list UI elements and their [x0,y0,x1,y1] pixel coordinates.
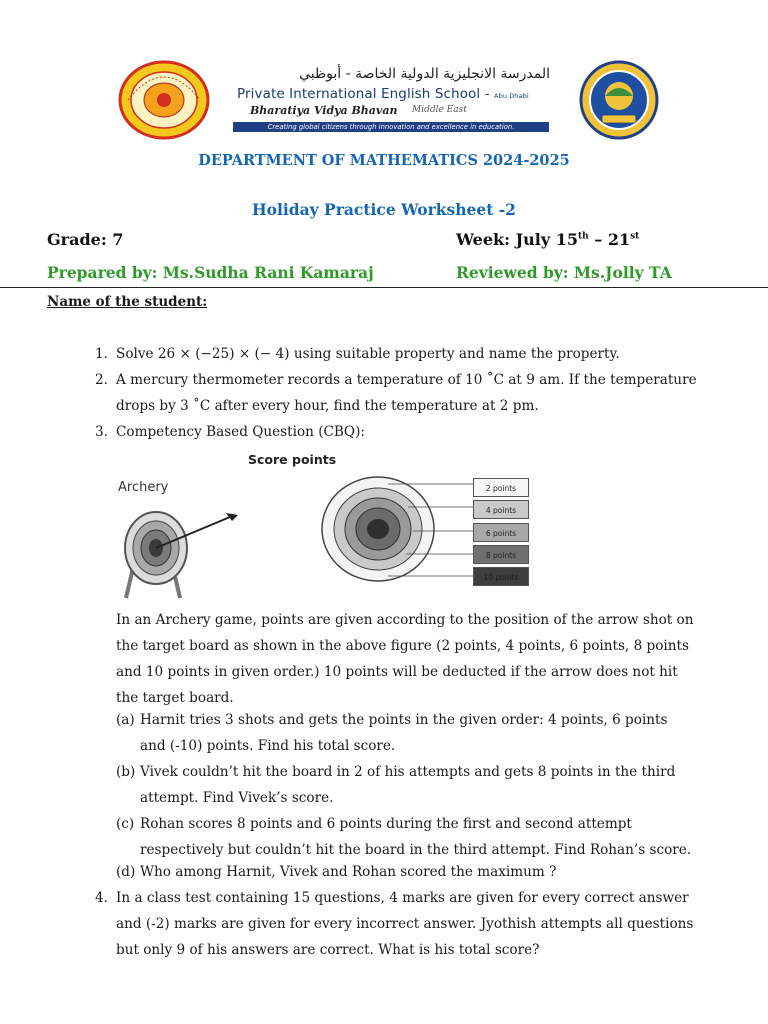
school-name-arabic: المدرسة الانجليزية الدولية الخاصة - أبوظبي [299,66,550,82]
sub-question-text: and (-10) points. Find his total score. [140,738,396,754]
school-name-english-main: Private International English School - [237,86,490,102]
question-text-line: In a class test containing 15 questions, 4 marks are given for every correct answer [116,890,689,906]
cbq-paragraph-line: In an Archery game, points are given according to the position of the arrow shot on [116,612,694,628]
sub-question-text: Vivek couldn’t hit the board in 2 of his attempts and gets 8 points in the third [140,764,676,780]
sub-question-text: respectively but couldn’t hit the board in the third attempt. Find Rohan’s score. [140,842,692,858]
worksheet-title: Holiday Practice Worksheet -2 [252,200,516,219]
week-mid: – 21 [588,230,631,249]
legend-10-points: 10 points [473,567,529,586]
legend-4-points: 4 points [473,500,529,519]
week-prefix: Week: July 15 [456,230,578,249]
archery-target-illustration [118,505,253,600]
divider [0,287,768,288]
prepared-by: Prepared by: Ms.Sudha Rani Kamaraj [47,263,374,282]
week-sup2: st [630,231,640,242]
bvb-middle-east: Middle East [412,105,467,115]
sub-question-text: Harnit tries 3 shots and gets the points in the given order: 4 points, 6 points [140,712,668,728]
bvb-seal-logo [578,60,660,140]
cbq-paragraph-line: the target board as shown in the above figure (2 points, 4 points, 6 points, 8 points [116,638,689,654]
sub-question-d [0,859,768,885]
legend-8-points: 8 points [473,545,529,564]
sub-question-text: Rohan scores 8 points and 6 points during the first and second attempt [140,816,632,832]
school-crest-logo [118,60,210,140]
question-number: 4. [95,890,108,906]
sub-question-b [0,759,768,811]
cbq-paragraph-line: and 10 points in given order.) 10 points will be deducted if the arrow does not hit [116,664,678,680]
question-number: 1. [95,346,108,362]
question-text: Solve 26 × (−25) × (− 4) using suitable property and name the property. [116,346,620,362]
figure-archery-label: Archery [118,480,169,495]
tagline-band: Creating global citizens through innovation and excellence in education. [233,122,549,132]
sub-question-label: (d) [116,864,136,880]
school-city: Abu Dhabi [494,92,529,100]
week-sup1: th [578,231,589,242]
department-heading: DEPARTMENT OF MATHEMATICS 2024-2025 [198,152,570,169]
sub-question-c [0,811,768,863]
sub-question-a [0,707,768,759]
bvb-wordmark: Bharatiya Vidya Bhavan [250,104,398,117]
question-text-line: drops by 3 ˚C after every hour, find the temperature at 2 pm. [116,398,539,414]
question-text-line: and (-2) marks are given for every incorrect answer. Jyothish attempts all questions [116,916,694,932]
question-2 [0,367,768,419]
question-number: 2. [95,372,108,388]
question-1 [0,341,768,367]
question-text-line: A mercury thermometer records a temperature of 10 ˚C at 9 am. If the temperature [116,372,697,388]
cbq-paragraph-line: the target board. [116,690,234,706]
question-text: Competency Based Question (CBQ): [116,424,365,440]
question-3 [0,419,768,445]
score-target-diagram [318,474,483,584]
week-label [456,230,639,249]
sub-question-label: (a) [116,712,135,728]
school-name-english [237,86,567,102]
student-name-label: Name of the student: [47,294,208,310]
cbq-paragraph [116,607,756,711]
sub-question-text: Who among Harnit, Vivek and Rohan scored the maximum ? [140,864,557,880]
sub-question-label: (c) [116,816,135,832]
question-4 [0,885,768,963]
sub-question-text: attempt. Find Vivek’s score. [140,790,334,806]
legend-6-points: 6 points [473,523,529,542]
sub-question-label: (b) [116,764,136,780]
grade-label: Grade: 7 [47,230,124,249]
reviewed-by: Reviewed by: Ms.Jolly TA [456,263,672,282]
figure-score-title: Score points [248,452,337,467]
legend-2-points: 2 points [473,478,529,497]
question-text-line: but only 9 of his answers are correct. What is his total score? [116,942,540,958]
question-number: 3. [95,424,108,440]
